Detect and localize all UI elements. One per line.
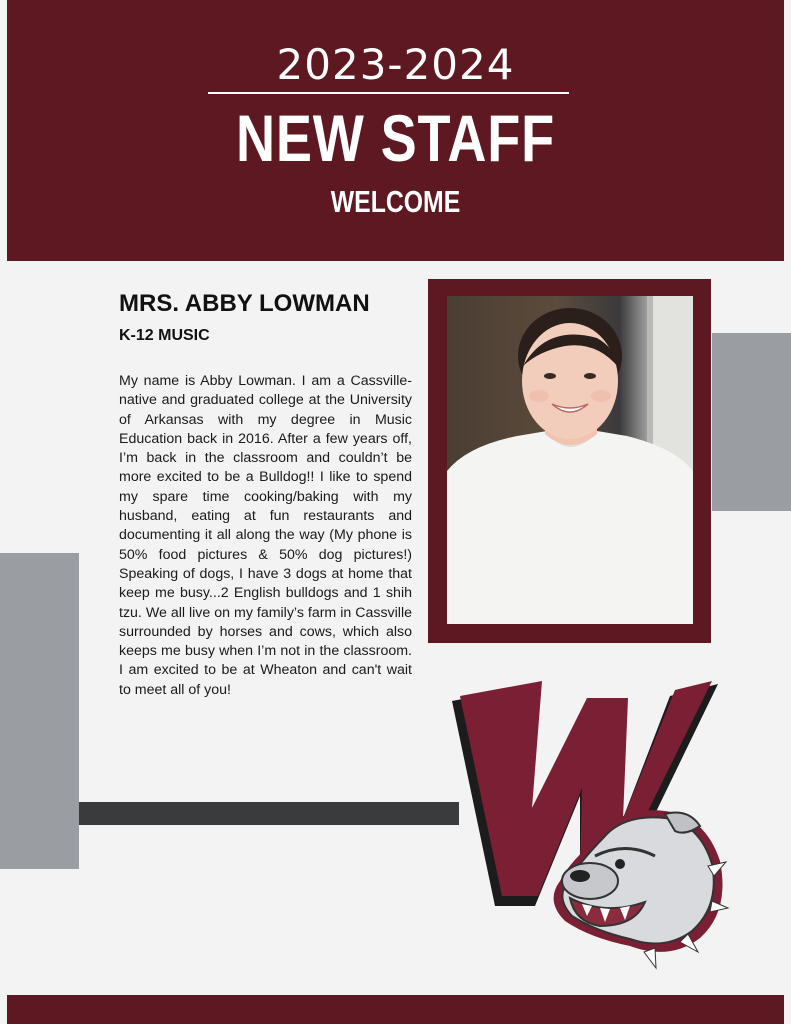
page-title: NEW STAFF — [235, 101, 556, 175]
staff-name: MRS. ABBY LOWMAN — [119, 290, 370, 317]
decorative-gray-block-right — [712, 333, 791, 511]
staff-role: K-12 MUSIC — [119, 327, 210, 344]
header-divider — [208, 92, 569, 94]
school-year: 2023-2024 — [276, 40, 515, 89]
page-subtitle: WELCOME — [330, 184, 461, 219]
w-bulldog-logo-icon — [430, 676, 730, 972]
staff-photo — [447, 296, 693, 624]
staff-bio: My name is Abby Lowman. I am a Cassville-native and graduated college at the University of Arkansas with my degree in Music Education back in 2016. After a few years off, I’m back in the classroom and couldn’t be more excited to be a Bulldog!! I like to spend my spare time cooking/baking with my husband, eating at fun restaurants and documenting it all along the way (My phone is 50% food pictures & 50% dog pictures!) Speaking of dogs, I have 3 dogs at home that keep me busy...2 English bulldogs and 1 shih tzu. We all live on my family’s farm in Cassville surrounded by horses and cows, which also keeps me busy when I’m not in the classroom. I am excited to be at Wheaton and can't wait to meet all of you! — [119, 373, 412, 698]
footer-banner — [7, 995, 784, 1024]
decorative-gray-block-left — [0, 553, 79, 869]
decorative-dark-bar — [79, 802, 459, 825]
header-banner — [7, 0, 784, 261]
